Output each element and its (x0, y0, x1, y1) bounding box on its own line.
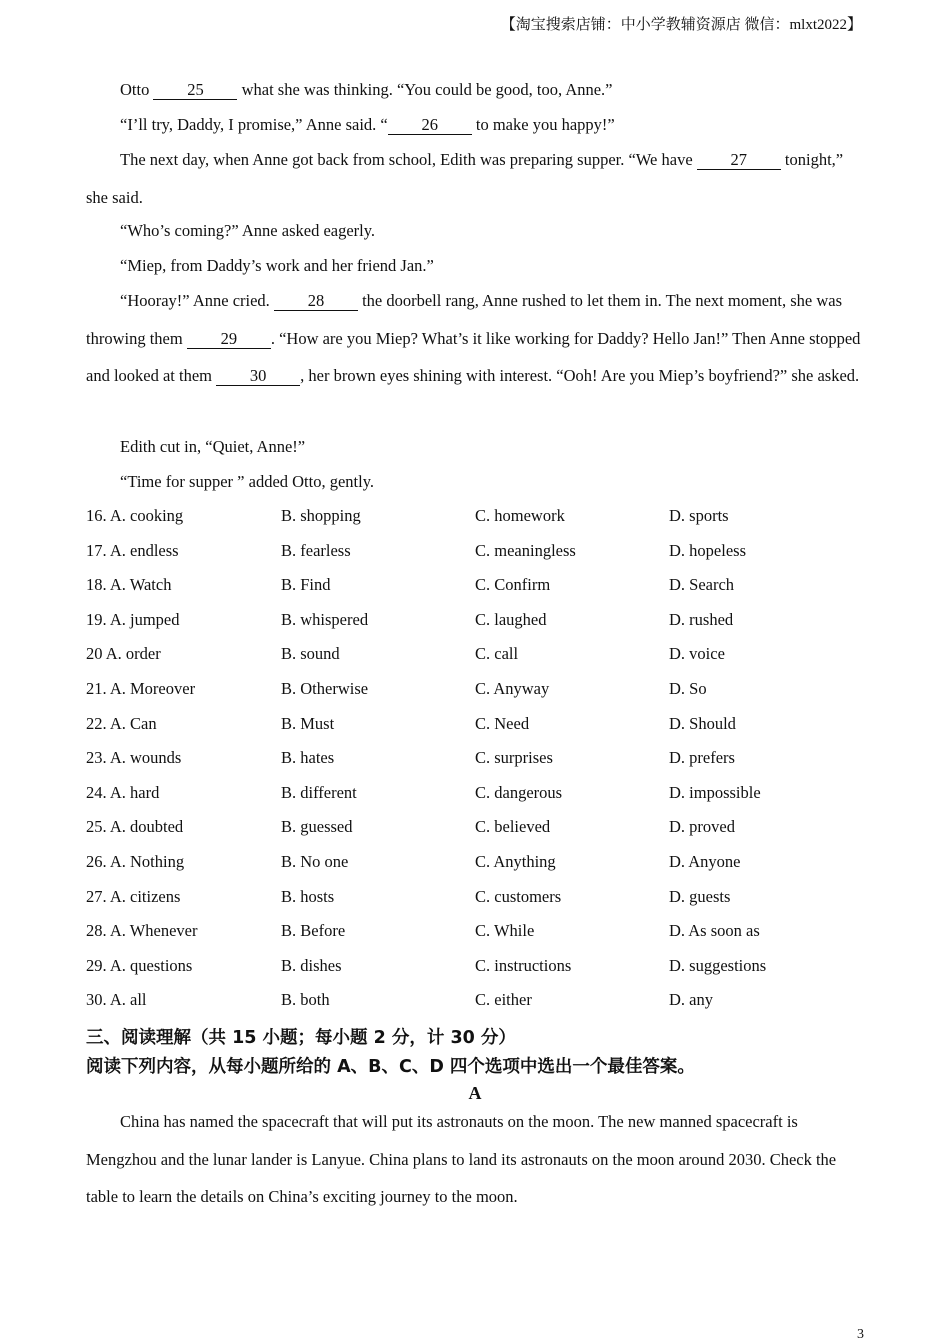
option-d: D. any (669, 990, 713, 1010)
question-row (86, 990, 866, 1014)
page-header: 【淘宝搜索店铺：中小学教辅资源店 微信：mlxt2022】 (500, 17, 862, 33)
question-row (86, 852, 866, 876)
question-row (86, 956, 866, 980)
option-d: D. hopeless (669, 540, 746, 560)
text: The next day, when Anne got back from school, Edith was preparing supper. “We have (120, 150, 697, 169)
option-b: B. fearless (281, 540, 351, 560)
option-c: C. either (475, 990, 532, 1010)
option-b: B. Before (281, 921, 346, 941)
option-b: B. No one (281, 852, 349, 871)
option-a: 17. A. endless (86, 540, 179, 560)
option-c: C. believed (475, 817, 551, 837)
text: the doorbell rang, Anne rushed to let them in. The next moment, she was throwing them (86, 291, 842, 348)
option-a: 27. A. citizens (86, 886, 181, 906)
option-c: C. While (475, 921, 535, 941)
question-row (86, 921, 866, 945)
option-d: D. guests (669, 886, 731, 906)
option-b: B. Otherwise (281, 679, 369, 698)
section-instruction: 阅读下列内容，从每小题所给的 A、B、C、D 四个选项中选出一个最佳答案。 (86, 1057, 695, 1077)
option-c: C. call (475, 644, 519, 664)
option-d: D. suggestions (669, 955, 767, 975)
option-d: D. impossible (669, 782, 761, 802)
story-paragraph-5: “Miep, from Daddy’s work and her friend Jan.” (120, 256, 434, 275)
story-paragraph-2 (120, 115, 615, 135)
story-paragraph-8: “Time for supper ” added Otto, gently. (120, 472, 375, 491)
option-b: B. sound (281, 644, 340, 664)
text: what she was thinking. “You could be good, too, Anne.” (237, 80, 613, 99)
option-a: 24. A. hard (86, 782, 160, 802)
story-paragraph-3 (86, 141, 866, 216)
question-row (86, 610, 866, 634)
option-b: B. Find (281, 575, 331, 595)
option-a: 19. A. jumped (86, 609, 180, 629)
option-d: D. Anyone (669, 852, 741, 871)
question-row (86, 506, 866, 530)
option-d: D. Should (669, 713, 736, 733)
passage-label: A (468, 1083, 482, 1103)
option-c: C. homework (475, 506, 565, 525)
story-paragraph-4: “Who’s coming?” Anne asked eagerly. (120, 221, 376, 240)
option-b: B. Must (281, 713, 335, 733)
text: Otto (120, 80, 154, 99)
question-row (86, 714, 866, 738)
option-d: D. voice (669, 644, 725, 664)
option-c: C. instructions (475, 955, 572, 975)
option-a: 16. A. cooking (86, 506, 184, 525)
option-c: C. laughed (475, 609, 547, 629)
option-a: 18. A. Watch (86, 575, 172, 595)
blank-29: 29 (187, 330, 271, 349)
option-a: 28. A. Whenever (86, 921, 198, 941)
option-c: C. Need (475, 713, 530, 733)
option-d: D. prefers (669, 748, 735, 768)
story-paragraph-7: Edith cut in, “Quiet, Anne!” (120, 437, 306, 456)
option-c: C. meaningless (475, 540, 576, 560)
story-paragraph-6 (86, 282, 866, 395)
option-d: D. So (669, 679, 707, 698)
question-row (86, 541, 866, 565)
section-title: 三、阅读理解（共 15 小题；每小题 2 分，计 30 分） (86, 1028, 516, 1048)
passage-text: China has named the spacecraft that will put its astronauts on the moon. The new manned spacecraft is Mengzhou and the lunar lander is Lanyue. China plans to land its astronauts on the moon around 2030. Check the table to learn the details on China’s exciting journey to the moon. (86, 1112, 837, 1206)
text: “Hooray!” Anne cried. (120, 291, 274, 310)
option-a: 30. A. all (86, 990, 147, 1010)
question-row (86, 817, 866, 841)
blank-27: 27 (697, 151, 781, 170)
option-b: B. both (281, 990, 330, 1010)
question-row (86, 679, 866, 703)
option-d: D. proved (669, 817, 735, 837)
blank-25: 25 (153, 81, 237, 100)
option-c: C. surprises (475, 748, 553, 768)
option-b: B. whispered (281, 609, 369, 629)
text: “I’ll try, Daddy, I promise,” Anne said. “ (120, 115, 388, 134)
text: . “How are you Miep? What’s it like working for Daddy? Hello Jan!” Then Anne stopped and looked at them (86, 328, 861, 385)
option-c: C. Anyway (475, 679, 550, 698)
option-b: B. guessed (281, 817, 353, 837)
option-c: C. dangerous (475, 782, 563, 802)
question-row (86, 748, 866, 772)
option-d: D. As soon as (669, 921, 760, 941)
option-a: 23. A. wounds (86, 748, 182, 768)
question-row (86, 887, 866, 911)
option-b: B. hosts (281, 886, 335, 906)
option-b: B. different (281, 782, 357, 802)
option-d: D. Search (669, 575, 735, 595)
question-row (86, 575, 866, 599)
option-d: D. rushed (669, 609, 734, 629)
page-number: 3 (857, 1327, 864, 1342)
option-c: C. customers (475, 886, 562, 906)
option-b: B. shopping (281, 506, 361, 525)
option-b: B. dishes (281, 955, 342, 975)
blank-30: 30 (216, 367, 300, 386)
story-paragraph-1 (120, 80, 613, 100)
option-a: 21. A. Moreover (86, 679, 196, 698)
blank-26: 26 (388, 116, 472, 135)
option-b: B. hates (281, 748, 335, 768)
question-row (86, 644, 866, 668)
text: to make you happy!” (471, 115, 615, 134)
option-a: 22. A. Can (86, 713, 157, 733)
option-a: 20 A. order (86, 644, 161, 664)
question-row (86, 783, 866, 807)
option-d: D. sports (669, 506, 729, 525)
text: , her brown eyes shining with interest. “Ooh! Are you Miep’s boyfriend?” she asked. (300, 366, 860, 385)
option-c: C. Confirm (475, 575, 551, 595)
option-c: C. Anything (475, 852, 556, 871)
text: tonight,” she said. (86, 150, 844, 207)
option-a: 29. A. questions (86, 955, 193, 975)
option-a: 25. A. doubted (86, 817, 184, 837)
blank-28: 28 (274, 292, 358, 311)
option-a: 26. A. Nothing (86, 852, 185, 871)
